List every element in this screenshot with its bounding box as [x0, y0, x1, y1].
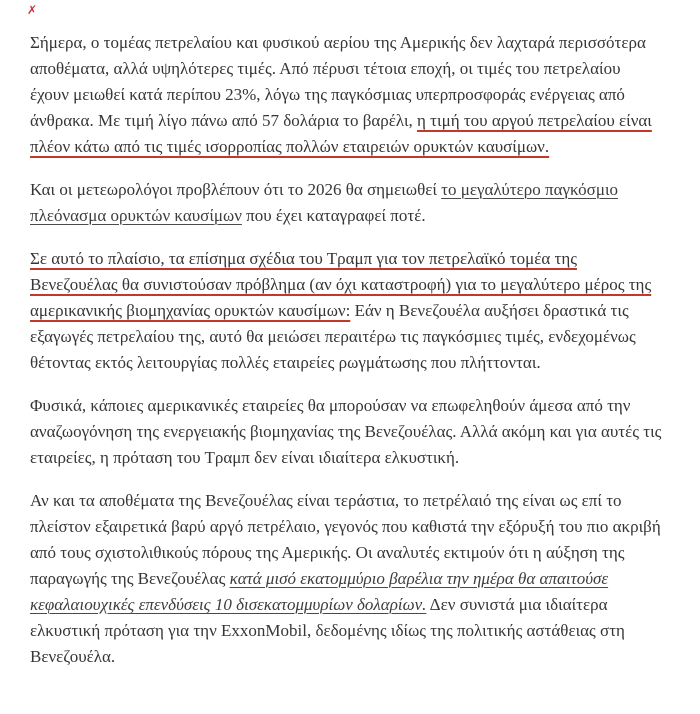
text-run: που έχει καταγραφεί ποτέ. — [241, 206, 426, 225]
link-run[interactable]: το μεγαλύτερο παγκόσμιο πλεόνασμα ορυκτών καυσίμων — [30, 180, 619, 225]
text-run: Σήμερα, ο τομέας πετρελαίου και φυσικού αερίου της Αμερικής δεν λαχταρά περισσότερα αποθέματα, αλλά υψηλότερες τιμές. Από πέρυσι τέτοια εποχή, οι τιμές του πετρελαίου έχουν μειωθεί κατά περίπου 23%, λόγω της παγκόσμιας υπερπροσφοράς ενέργειας από άνθρακα. Με τιμή λίγο πάνω από 57 δολάρια το βαρέλι, — [30, 33, 646, 130]
text-run: Φυσικά, κάποιες αμερικανικές εταιρείες θα μπορούσαν να επωφεληθούν άμεσα από την αναζωογόνηση της ενεργειακής βιομηχανίας της Βενεζουέλας. Αλλά ακόμη και για αυτές τις εταιρείες, η πρόταση του Τραμπ δεν είναι ιδιαίτερα ελκυστική. — [30, 396, 662, 467]
paragraph — [30, 30, 662, 160]
link-run[interactable]: Σε αυτό το πλαίσιο, τα επίσημα σχέδια του Τραμπ για τον πετρελαϊκό τομέα της Βενεζουέλας θα συνιστούσαν πρόβλημα (αν όχι καταστροφή) για το μεγαλύτερο μέρος της αμερικανικής βιομηχανίας ορυκτών καυσίμων: — [30, 249, 652, 320]
text-run: Εάν η Βενεζουέλα αυξήσει δραστικά τις εξαγωγές πετρελαίου της, αυτό θα μειώσει περαιτέρω τις παγκόσμιες τιμές, ενδεχομένως θέτοντας εκτός λειτουργίας πολλές εταιρείες ρωγμάτωσης που πλήττονται. — [30, 301, 636, 372]
link-run[interactable]: κατά μισό εκατομμύριο βαρέλια την ημέρα θα απαιτούσε κεφαλαιουχικές επενδύσεις 10 δισεκατομμυρίων δολαρίων. — [30, 569, 609, 614]
text-run: Αν και τα αποθέματα της Βενεζουέλας είναι τεράστια, το πετρέλαιό της είναι ως επί το πλείστον εξαιρετικά βαρύ αργό πετρέλαιο, γεγονός που καθιστά την εξόρυξή του πιο ακριβή από τους σχιστολιθικούς πόρους της Αμερικής. Οι αναλυτές εκτιμούν ότι η αύξηση της παραγωγής της Βενεζουέλας — [30, 491, 661, 588]
text-run: Δεν συνιστά μια ιδιαίτερα ελκυστική πρόταση για την ExxonMobil, δεδομένης ιδίως της πολιτικής αστάθειας στη Βενεζουέλα. — [30, 595, 625, 666]
paragraph — [30, 246, 662, 376]
paragraph — [30, 488, 662, 670]
paragraph — [30, 393, 662, 471]
broken-image-icon: ✗ — [27, 3, 38, 17]
link-run[interactable]: η τιμή του αργού πετρελαίου είναι πλέον κάτω από τις τιμές ισορροπίας πολλών εταιρειών ορυκτών καυσίμων. — [30, 111, 652, 156]
article-body — [30, 30, 662, 687]
text-run: Και οι μετεωρολόγοι προβλέπουν ότι το 2026 θα σημειωθεί — [30, 180, 442, 199]
paragraph — [30, 177, 662, 229]
